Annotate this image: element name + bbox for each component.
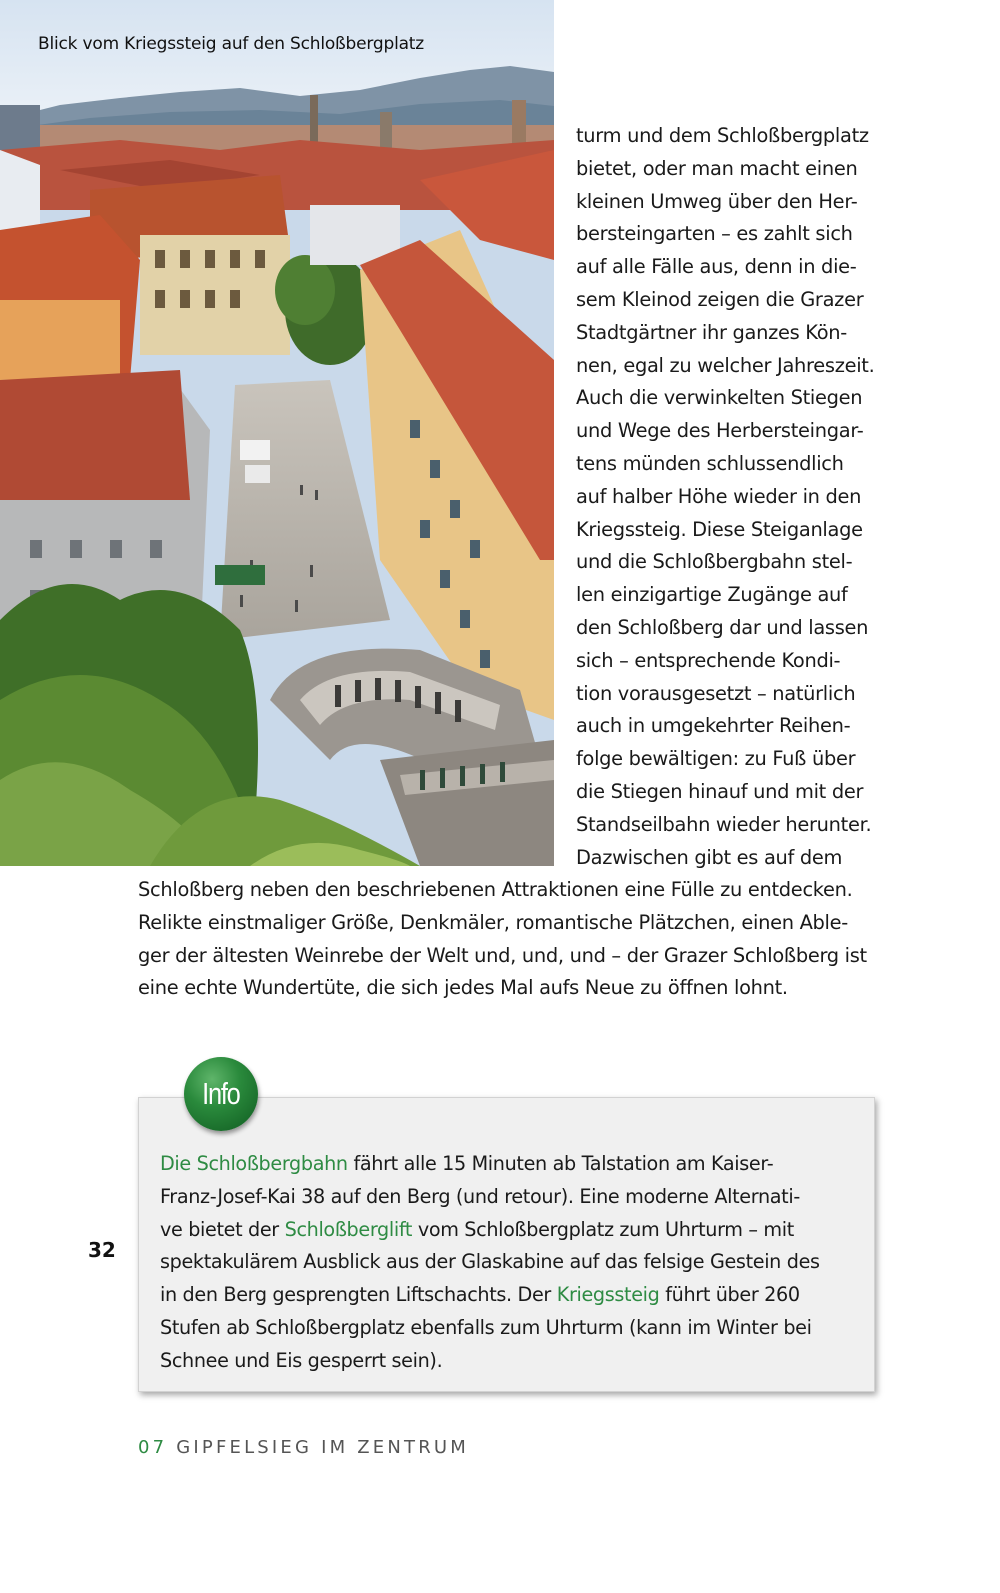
text-line: Standseilbahn wieder herunter. [576,812,872,836]
text-line: len einzigartige Zugänge auf [576,583,848,607]
info-line-text: fährt alle 15 Minuten ab Talstation am Kaiser- [347,1152,774,1175]
text-line: tion vorausgesetzt – natürlich [576,681,856,705]
info-line [160,1148,860,1181]
text-line: Dazwischen gibt es auf dem [576,845,843,869]
text-line: Relikte einstmaliger Größe, Denkmäler, romantische Plätzchen, einen Able- [138,910,848,934]
text-line: auch in umgekehrter Reihen- [576,714,851,738]
body-text-full [138,874,875,1005]
text-line: den Schloßberg dar und lassen [576,615,869,639]
info-text [160,1148,860,1378]
text-line: und Wege des Herbersteingar- [576,419,864,443]
text-line: turm und dem Schloßbergplatz [576,124,869,147]
text-line: tens münden schlussendlich [576,451,844,475]
text-line: bietet, oder man macht einen [576,156,858,180]
city-photo [0,0,554,866]
info-line-text: in den Berg gesprengten Liftschachts. Der [160,1283,557,1307]
highlight-schlossbergbahn: Die Schloßbergbahn [160,1152,348,1175]
info-badge [184,1057,258,1131]
text-line: Schloßberg neben den beschriebenen Attraktionen eine Fülle zu entdecken. [138,878,853,901]
text-line: auf halber Höhe wieder in den [576,484,862,508]
text-line: auf alle Fälle aus, denn in die- [576,255,857,279]
text-line: und die Schloßbergbahn stel- [576,550,853,574]
info-line: Stufen ab Schloßbergplatz ebenfalls zum Uhrturm (kann im Winter bei [160,1315,812,1339]
text-line: sich – entsprechende Kondi- [576,648,841,672]
info-line: Schnee und Eis gesperrt sein). [160,1348,443,1372]
text-line: Auch die verwinkelten Stiegen [576,386,863,410]
info-line-text: vom Schloßbergplatz zum Uhrturm – mit [412,1217,794,1241]
info-line: Franz-Josef-Kai 38 auf den Berg (und retour). Eine moderne Alternati- [160,1184,800,1208]
text-line: bersteingarten – es zahlt sich [576,222,853,246]
chapter-title: GIPFELSIEG IM ZENTRUM [176,1437,470,1458]
text-line: die Stiegen hinauf und mit der [576,779,864,803]
text-line: Kriegssteig. Diese Steiganlage [576,517,863,541]
chapter-number: 07 [138,1437,168,1458]
page-number: 32 [88,1238,116,1262]
info-line [160,1279,860,1312]
text-line: nen, egal zu welcher Jahreszeit. [576,353,874,377]
info-line-text: ve bietet der [160,1217,285,1241]
text-line: kleinen Umweg über den Her- [576,189,858,213]
text-line: Stadtgärtner ihr ganzes Kön- [576,320,847,344]
photo-caption: Blick vom Kriegssteig auf den Schloßbergplatz [38,34,425,54]
highlight-kriegssteig: Kriegssteig [556,1283,660,1307]
info-line [160,1214,860,1247]
text-line: ger der ältesten Weinrebe der Welt und, und, und – der Grazer Schloßberg ist [138,943,867,967]
text-line: eine echte Wundertüte, die sich jedes Mal aufs Neue zu öffnen lohnt. [138,976,788,1000]
body-text-column [576,120,874,874]
text-line: sem Kleinod zeigen die Grazer [576,287,864,311]
photo-illustration [0,0,554,866]
highlight-schlossberglift: Schloßberglift [284,1217,413,1241]
info-line-text: führt über 260 [659,1283,800,1307]
info-line: spektakulärem Ausblick aus der Glaskabine auf das felsige Gestein des [160,1250,820,1274]
text-line: folge bewältigen: zu Fuß über [576,747,856,771]
info-badge-label: Info [202,1076,240,1111]
chapter-footer [138,1437,469,1458]
